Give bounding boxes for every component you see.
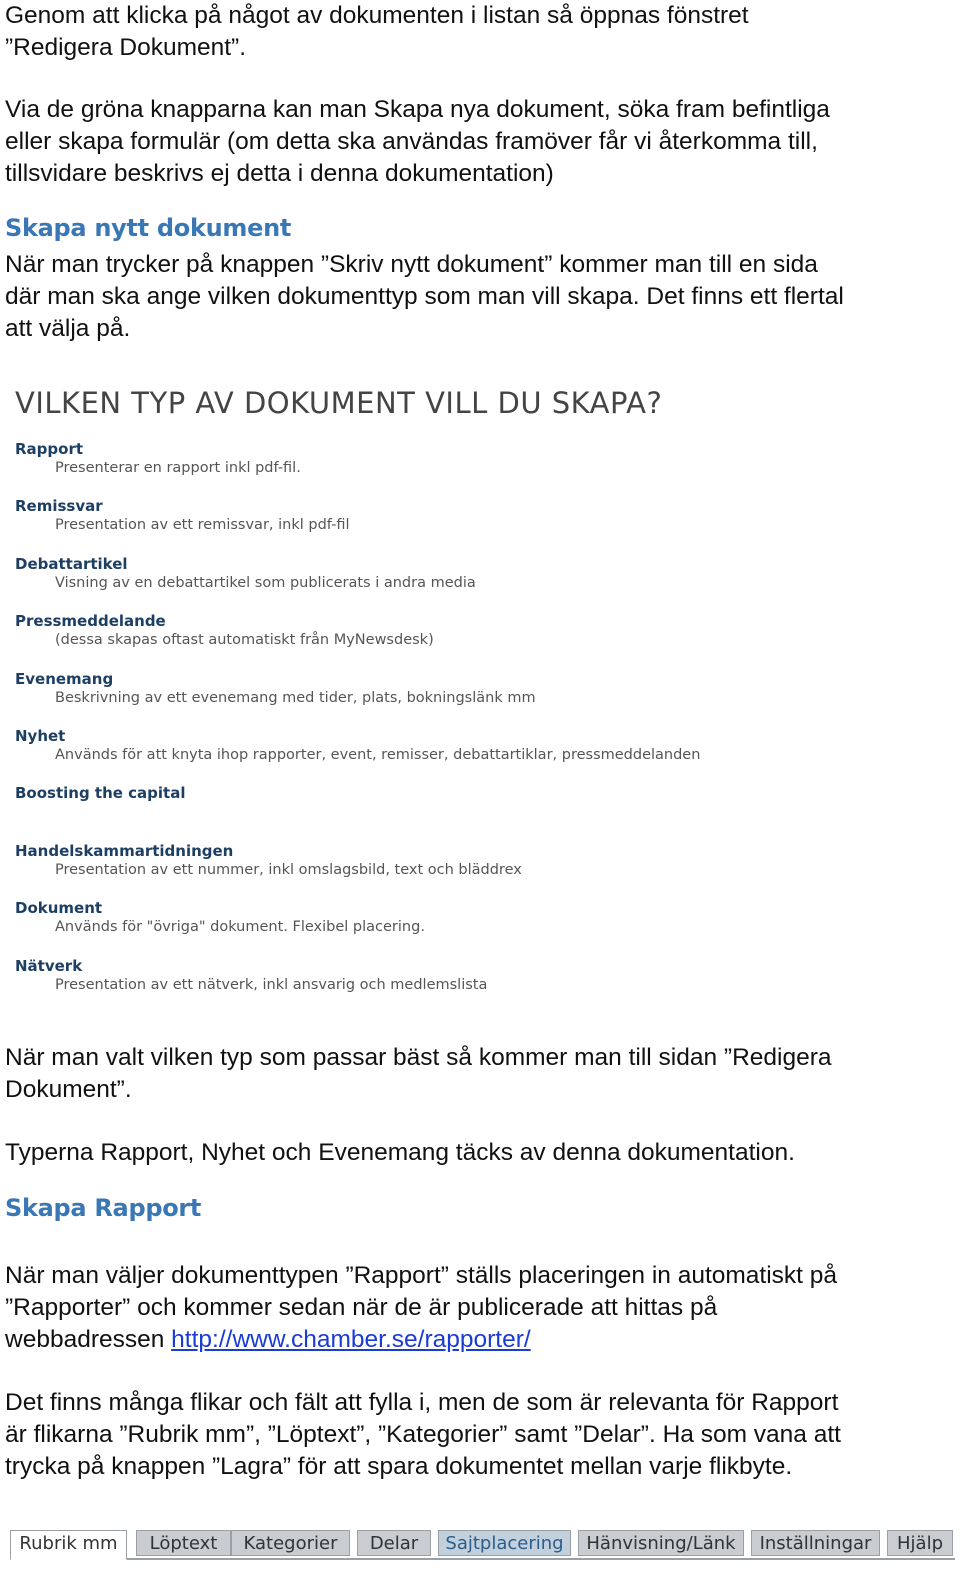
buttons-paragraph (5, 94, 955, 190)
doc-type-remissvar[interactable] (15, 497, 350, 535)
doc-type-evenemang[interactable] (15, 670, 536, 708)
create-line-1: När man trycker på knappen ”Skriv nytt dokument” kommer man till en sida (5, 251, 818, 278)
doc-type-name[interactable]: Pressmeddelande (15, 612, 166, 630)
doc-type-desc: Presentation av ett nummer, inkl omslagsbild, text och bläddrex (55, 862, 522, 878)
tab-hanvisning-lank[interactable]: Hänvisning/Länk (578, 1530, 744, 1556)
doc-type-name[interactable]: Handelskammartidningen (15, 842, 234, 860)
buttons-line-1: Via de gröna knapparna kan man Skapa nya dokument, söka fram befintliga (5, 96, 830, 123)
after-line-2: Dokument”. (5, 1076, 132, 1103)
doc-type-debattartikel[interactable] (15, 555, 476, 593)
report-line-1: När man väljer dokumenttypen ”Rapport” ställs placeringen in automatiskt på (5, 1262, 838, 1289)
report-line-3-prefix: webbadressen (5, 1326, 172, 1353)
tab-kategorier[interactable]: Kategorier (231, 1530, 350, 1556)
doc-type-desc: Används för att knyta ihop rapporter, event, remisser, debattartiklar, pressmeddelanden (55, 747, 701, 763)
doc-type-natverk[interactable] (15, 957, 487, 995)
intro-line-2: ”Redigera Dokument”. (5, 34, 247, 61)
tab-rubrik-mm[interactable]: Rubrik mm (10, 1530, 127, 1560)
intro-paragraph (5, 0, 955, 64)
tab-hjalp[interactable]: Hjälp (887, 1530, 953, 1556)
doc-type-desc: Visning av en debattartikel som publicerats i andra media (55, 575, 476, 591)
after-line-1: När man valt vilken typ som passar bäst så kommer man till sidan ”Redigera (5, 1044, 832, 1071)
tab-installningar[interactable]: Inställningar (751, 1530, 880, 1556)
doc-type-name[interactable]: Dokument (15, 899, 103, 917)
doc-type-name[interactable]: Boosting the capital (15, 784, 186, 802)
after-chooser-paragraph (5, 1042, 955, 1106)
doc-type-desc: Presenterar en rapport inkl pdf-fil. (55, 460, 301, 476)
report-line-2: ”Rapporter” och kommer sedan när de är publicerade att hittas på (5, 1294, 718, 1321)
doc-type-pressmeddelande[interactable] (15, 612, 434, 650)
tabs-line-1: Det finns många flikar och fält att fylla i, men de som är relevanta för Rapport (5, 1389, 839, 1416)
doc-type-rapport[interactable] (15, 440, 301, 478)
tabs-line-2: är flikarna ”Rubrik mm”, ”Löptext”, ”Kategorier” samt ”Delar”. Ha som vana att (5, 1421, 841, 1448)
create-line-3: att välja på. (5, 315, 131, 342)
types-paragraph: Typerna Rapport, Nyhet och Evenemang täcks av denna dokumentation. (5, 1139, 795, 1166)
doc-type-name[interactable]: Debattartikel (15, 555, 128, 573)
doc-type-name[interactable]: Remissvar (15, 497, 103, 515)
doc-type-desc: Presentation av ett remissvar, inkl pdf-fil (55, 517, 350, 533)
buttons-line-2: eller skapa formulär (om detta ska användas framöver får vi återkomma till, (5, 128, 818, 155)
tab-delar[interactable]: Delar (357, 1530, 431, 1556)
doc-type-name[interactable]: Evenemang (15, 670, 114, 688)
create-line-2: där man ska ange vilken dokumenttyp som man vill skapa. Det finns ett flertal (5, 283, 844, 310)
intro-line-1: Genom att klicka på något av dokumenten i listan så öppnas fönstret (5, 2, 749, 29)
doc-type-desc: Används för "övriga" dokument. Flexibel placering. (55, 919, 425, 935)
doc-type-boosting-the-capital[interactable] (15, 784, 186, 803)
create-paragraph (5, 249, 955, 345)
doc-type-nyhet[interactable] (15, 727, 700, 765)
doc-type-desc: (dessa skapas oftast automatiskt från MyNewsdesk) (55, 632, 434, 648)
doc-type-chooser-title: VILKEN TYP AV DOKUMENT VILL DU SKAPA? (15, 386, 663, 420)
tab-sajtplacering[interactable]: Sajtplacering (438, 1530, 571, 1556)
rapporter-link[interactable]: http://www.chamber.se/rapporter/ (171, 1326, 531, 1353)
doc-type-name[interactable]: Rapport (15, 440, 84, 458)
tabs-line-3: trycka på knappen ”Lagra” för att spara dokumentet mellan varje flikbyte. (5, 1453, 793, 1480)
report-paragraph (5, 1260, 955, 1356)
editor-tab-bar (10, 1526, 955, 1570)
doc-type-name[interactable]: Nätverk (15, 957, 83, 975)
tabs-paragraph (5, 1387, 955, 1483)
doc-type-handelskammartidningen[interactable] (15, 842, 522, 880)
doc-type-name[interactable]: Nyhet (15, 727, 66, 745)
tab-loptext[interactable]: Löptext (136, 1530, 231, 1556)
tab-bar-divider (10, 1558, 955, 1560)
heading-create-report: Skapa Rapport (5, 1194, 202, 1222)
doc-type-dokument[interactable] (15, 899, 425, 937)
heading-create-document: Skapa nytt dokument (5, 214, 292, 242)
doc-type-desc: Beskrivning av ett evenemang med tider, plats, bokningslänk mm (55, 690, 536, 706)
doc-type-desc: Presentation av ett nätverk, inkl ansvarig och medlemslista (55, 977, 488, 993)
buttons-line-3: tillsvidare beskrivs ej detta i denna dokumentation) (5, 160, 554, 187)
